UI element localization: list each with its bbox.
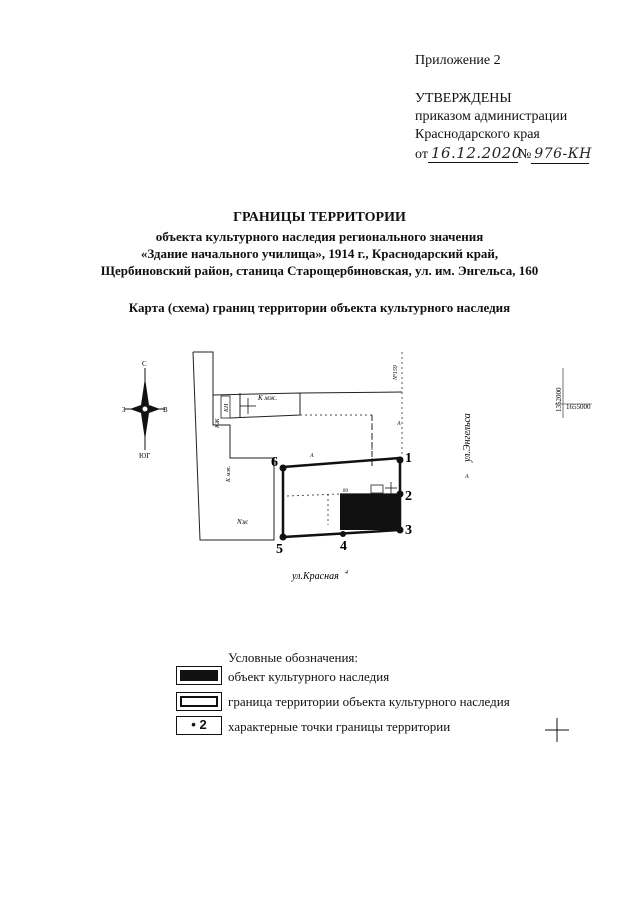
compass-south: ЮГ [139,452,151,460]
legend-title: Условные обозначения: [228,650,359,665]
label-k-mzh-1: К мж. [258,394,278,402]
crosshair-markers [240,398,397,494]
date-prefix: от [415,147,428,162]
handwritten-number: 976-КН [531,145,589,164]
label-4: 4 [345,570,348,576]
label-kzh: КЖ [215,418,221,428]
compass-east: В [163,406,168,414]
label-a-1: А [310,453,314,459]
handwritten-date: 16.12.2020 [428,144,518,163]
label-a-2: А [397,421,401,427]
legend-swatch-object [176,666,222,685]
coord-1655000: 1655000 [566,403,591,411]
approval-line-2: Краснодарского края [415,127,540,142]
legend-item-boundary: граница территории объекта культурного наследия [228,694,510,709]
point-3: 3 [405,523,412,538]
legend-item-points: характерные точки границы территории [228,719,451,734]
point-4: 4 [340,539,347,554]
approval-line-1: приказом администрации [415,109,568,124]
point-5: 5 [276,542,283,557]
coord-1352000: 1352000 [555,387,563,412]
appendix-label: Приложение 2 [415,53,501,68]
corner-crosshair-icon [545,718,569,742]
approval-date-line [415,144,592,164]
map-caption: Карта (схема) границ территории объекта культурного наследия [128,300,511,315]
legend-swatch-points: • 2 [176,716,222,735]
label-kn: КН [224,403,230,412]
street-krasnaya: ул.Красная [292,571,339,582]
compass-west: З [122,406,126,414]
heritage-object [340,494,400,530]
legend-item-object: объект культурного наследия [228,669,390,684]
label-a-3: А [465,474,469,480]
label-k-mzh-2: К мж. [226,465,232,482]
label-89: 89 [343,489,348,494]
approved-label: УТВЕРЖДЕНЫ [415,91,512,106]
territory-map [0,330,639,600]
compass-icon [125,368,165,450]
title-line-3: Щербиновский район, станица Старощербиновская, ул. им. Энгельса, 160 [100,263,539,278]
title-line-2: «Здание начального училища», 1914 г., Краснодарский край, [140,246,499,261]
point-2: 2 [405,489,412,504]
title-line-1: объекта культурного наследия регионального значения [155,229,484,244]
label-n159: Nº159 [393,365,399,380]
point-6: 6 [271,455,278,470]
label-nzh: Nж [237,518,249,526]
number-prefix: № [517,147,532,162]
document-title: ГРАНИЦЫ ТЕРРИТОРИИ [233,210,406,225]
legend-swatch-boundary [176,692,222,711]
street-engels: ул.Энгельса [462,413,473,462]
point-1: 1 [405,451,412,466]
compass-north: С [142,360,147,368]
